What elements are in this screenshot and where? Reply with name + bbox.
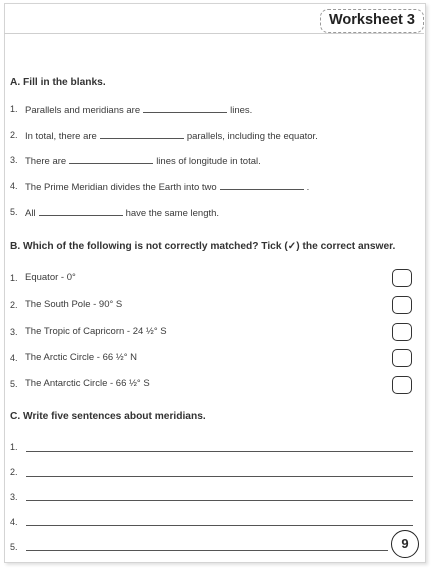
c-writing-line-4[interactable] [26,525,413,526]
a-item-1-number: 1. [10,104,18,114]
a-item-3-text-after: lines of longitude in total. [156,156,261,167]
b-item-4-text: The Arctic Circle - 66 ½° N [25,352,138,363]
page-number: 9 [391,530,419,558]
c-writing-line-2[interactable] [26,476,413,477]
a-item-5-text-after: have the same length. [125,208,220,219]
b-item-5-text: The Antarctic Circle - 66 ½° S [25,378,150,389]
a-item-1-text-after: lines. [230,105,253,116]
b-item-4-checkbox[interactable] [392,349,412,367]
c-writing-line-5[interactable] [26,550,388,551]
a-item-3-blank[interactable] [69,154,153,164]
c-line-4-number: 4. [10,517,18,527]
b-item-4-number: 4. [10,353,18,363]
b-item-2-text: The South Pole - 90° S [25,299,123,310]
b-item-5-number: 5. [10,379,18,389]
b-item-2-checkbox[interactable] [392,296,412,314]
b-item-1-text: Equator - 0° [25,272,76,283]
section-a-heading: A. Fill in the blanks. [10,77,106,88]
b-item-5-checkbox[interactable] [392,376,412,394]
worksheet-tab [320,9,424,33]
b-item-2-number: 2. [10,300,18,310]
a-item-5-blank[interactable] [39,206,123,216]
b-item-3-number: 3. [10,327,18,337]
a-item-4-blank[interactable] [220,180,304,190]
c-line-3-number: 3. [10,492,18,502]
a-item-4-text-after: . [306,182,310,193]
a-item-4 [25,180,309,193]
a-item-3-text-before: There are [25,156,67,167]
c-line-5-number: 5. [10,542,18,552]
a-item-2 [25,129,318,142]
a-item-4-number: 4. [10,181,18,191]
a-item-2-text-before: In total, there are [25,131,97,142]
header-divider [4,33,424,34]
a-item-5 [25,206,219,219]
a-item-4-text-before: The Prime Meridian divides the Earth into two [25,182,217,193]
a-item-1 [25,103,252,116]
a-item-2-blank[interactable] [100,129,184,139]
b-item-3-checkbox[interactable] [392,323,412,341]
a-item-2-number: 2. [10,130,18,140]
b-item-1-number: 1. [10,273,18,283]
a-item-3-number: 3. [10,155,18,165]
a-item-2-text-after: parallels, including the equator. [186,131,318,142]
c-line-1-number: 1. [10,442,18,452]
a-item-1-text-before: Parallels and meridians are [25,105,141,116]
worksheet-title: Worksheet 3 [329,12,415,28]
a-item-3 [25,154,261,167]
a-item-5-number: 5. [10,207,18,217]
b-item-1-checkbox[interactable] [392,269,412,287]
a-item-5-text-before: All [25,208,36,219]
c-writing-line-3[interactable] [26,500,413,501]
section-c-heading: C. Write five sentences about meridians. [10,411,206,422]
c-writing-line-1[interactable] [26,451,413,452]
b-item-3-text: The Tropic of Capricorn - 24 ½° S [25,326,167,337]
section-b-heading: B. Which of the following is not correctly matched? Tick (✓) the correct answer. [10,241,396,252]
c-line-2-number: 2. [10,467,18,477]
a-item-1-blank[interactable] [143,103,227,113]
